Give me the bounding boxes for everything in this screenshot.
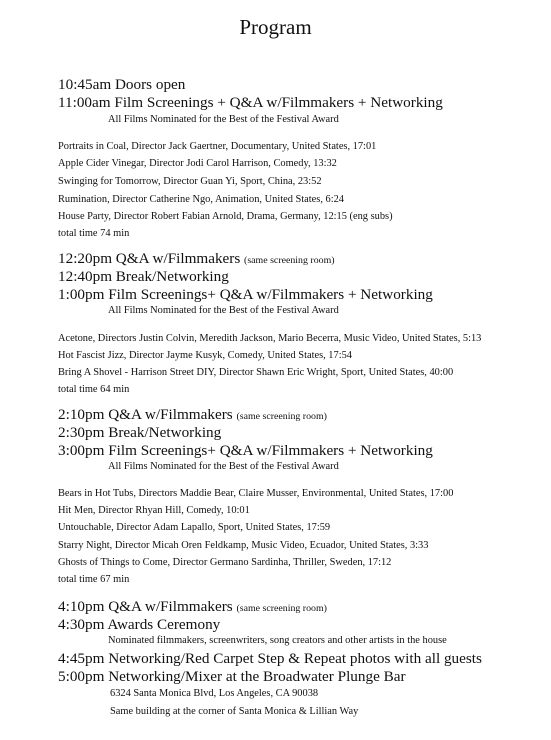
line-text: 4:10pm Q&A w/Filmmakers — [58, 598, 233, 615]
schedule-line — [58, 616, 220, 634]
line-text: Portraits in Coal, Director Jack Gaertner, Documentary, United States, 17:01 — [58, 141, 377, 152]
line-text: 5:00pm Networking/Mixer at the Broadwater Plunge Bar — [58, 668, 406, 685]
line-text: 10:45am Doors open — [58, 76, 186, 93]
line-text: All Films Nominated for the Best of the Festival Award — [108, 461, 339, 472]
line-text: Acetone, Directors Justin Colvin, Meredith Jackson, Mario Becerra, Music Video, United States, 5:13 — [58, 333, 482, 344]
schedule-line — [58, 650, 482, 668]
detail-line — [58, 349, 352, 362]
detail-line — [108, 113, 339, 126]
detail-line — [58, 487, 453, 500]
schedule-line — [58, 76, 185, 94]
detail-line — [58, 175, 322, 188]
detail-line — [58, 332, 481, 345]
line-text: 1:00pm Film Screenings+ Q&A w/Filmmakers + Networking — [58, 286, 433, 303]
schedule-line — [58, 598, 327, 618]
line-text: Hit Men, Director Rhyan Hill, Comedy, 10:01 — [58, 505, 250, 516]
line-text: 12:40pm Break/Networking — [58, 268, 229, 285]
line-text: 12:20pm Q&A w/Filmmakers — [58, 250, 241, 267]
line-text: Hot Fascist Jizz, Director Jayme Kusyk, Comedy, United States, 17:54 — [58, 350, 352, 361]
line-text: Apple Cider Vinegar, Director Jodi Carol Harrison, Comedy, 13:32 — [58, 158, 337, 169]
line-text: Nominated filmmakers, screenwriters, song creators and other artists in the house — [108, 635, 447, 646]
line-text: Same building at the corner of Santa Monica & Lillian Way — [110, 706, 359, 717]
line-note: (same screening room) — [236, 411, 327, 422]
line-text: Untouchable, Director Adam Lapallo, Sport, United States, 17:59 — [58, 522, 331, 533]
schedule-line — [58, 442, 433, 460]
line-text: 4:30pm Awards Ceremony — [58, 616, 221, 633]
line-text: total time 74 min — [58, 228, 130, 239]
schedule-line — [58, 406, 327, 426]
detail-line — [58, 210, 393, 223]
detail-line — [110, 705, 358, 718]
schedule-line — [58, 286, 433, 304]
line-text: Swinging for Tomorrow, Director Guan Yi, Sport, China, 23:52 — [58, 176, 322, 187]
schedule-line — [58, 424, 221, 442]
detail-line — [58, 193, 344, 206]
detail-line — [58, 504, 250, 517]
line-text: 2:10pm Q&A w/Filmmakers — [58, 406, 233, 423]
schedule-line — [58, 94, 443, 112]
line-text: Bears in Hot Tubs, Directors Maddie Bear, Claire Musser, Environmental, United States, 17:00 — [58, 488, 454, 499]
line-note: (same screening room) — [236, 603, 327, 614]
detail-line — [58, 383, 129, 396]
line-text: 11:00am Film Screenings + Q&A w/Filmmakers + Networking — [58, 94, 443, 111]
detail-line — [108, 304, 339, 317]
line-text: total time 67 min — [58, 574, 130, 585]
line-text: Bring A Shovel - Harrison Street DIY, Director Shawn Eric Wright, Sport, United States, 40:00 — [58, 367, 454, 378]
detail-line — [58, 573, 129, 586]
line-text: Ghosts of Things to Come, Director Germano Sardinha, Thriller, Sweden, 17:12 — [58, 557, 392, 568]
detail-line — [58, 539, 428, 552]
detail-line — [108, 460, 339, 473]
line-note: (same screening room) — [244, 255, 335, 266]
detail-line — [58, 521, 330, 534]
detail-line — [58, 227, 129, 240]
line-text: 2:30pm Break/Networking — [58, 424, 222, 441]
line-text: 3:00pm Film Screenings+ Q&A w/Filmmakers + Networking — [58, 442, 433, 459]
schedule-line — [58, 268, 229, 286]
line-text: 6324 Santa Monica Blvd, Los Angeles, CA 90038 — [110, 688, 319, 699]
line-text: Rumination, Director Catherine Ngo, Animation, United States, 6:24 — [58, 194, 344, 205]
line-text: All Films Nominated for the Best of the Festival Award — [108, 114, 339, 125]
line-text: 4:45pm Networking/Red Carpet Step & Repeat photos with all guests — [58, 650, 482, 667]
schedule-line — [58, 668, 406, 686]
detail-line — [58, 157, 337, 170]
page-title: Program — [239, 15, 312, 39]
detail-line — [108, 634, 447, 647]
line-text: House Party, Director Robert Fabian Arnold, Drama, Germany, 12:15 (eng subs) — [58, 211, 393, 222]
detail-line — [58, 140, 376, 153]
line-text: All Films Nominated for the Best of the Festival Award — [108, 305, 339, 316]
line-text: total time 64 min — [58, 384, 130, 395]
detail-line — [110, 687, 318, 700]
line-text: Starry Night, Director Micah Oren Feldkamp, Music Video, Ecuador, United States, 3:33 — [58, 540, 429, 551]
detail-line — [58, 556, 391, 569]
detail-line — [58, 366, 453, 379]
schedule-line — [58, 250, 335, 270]
